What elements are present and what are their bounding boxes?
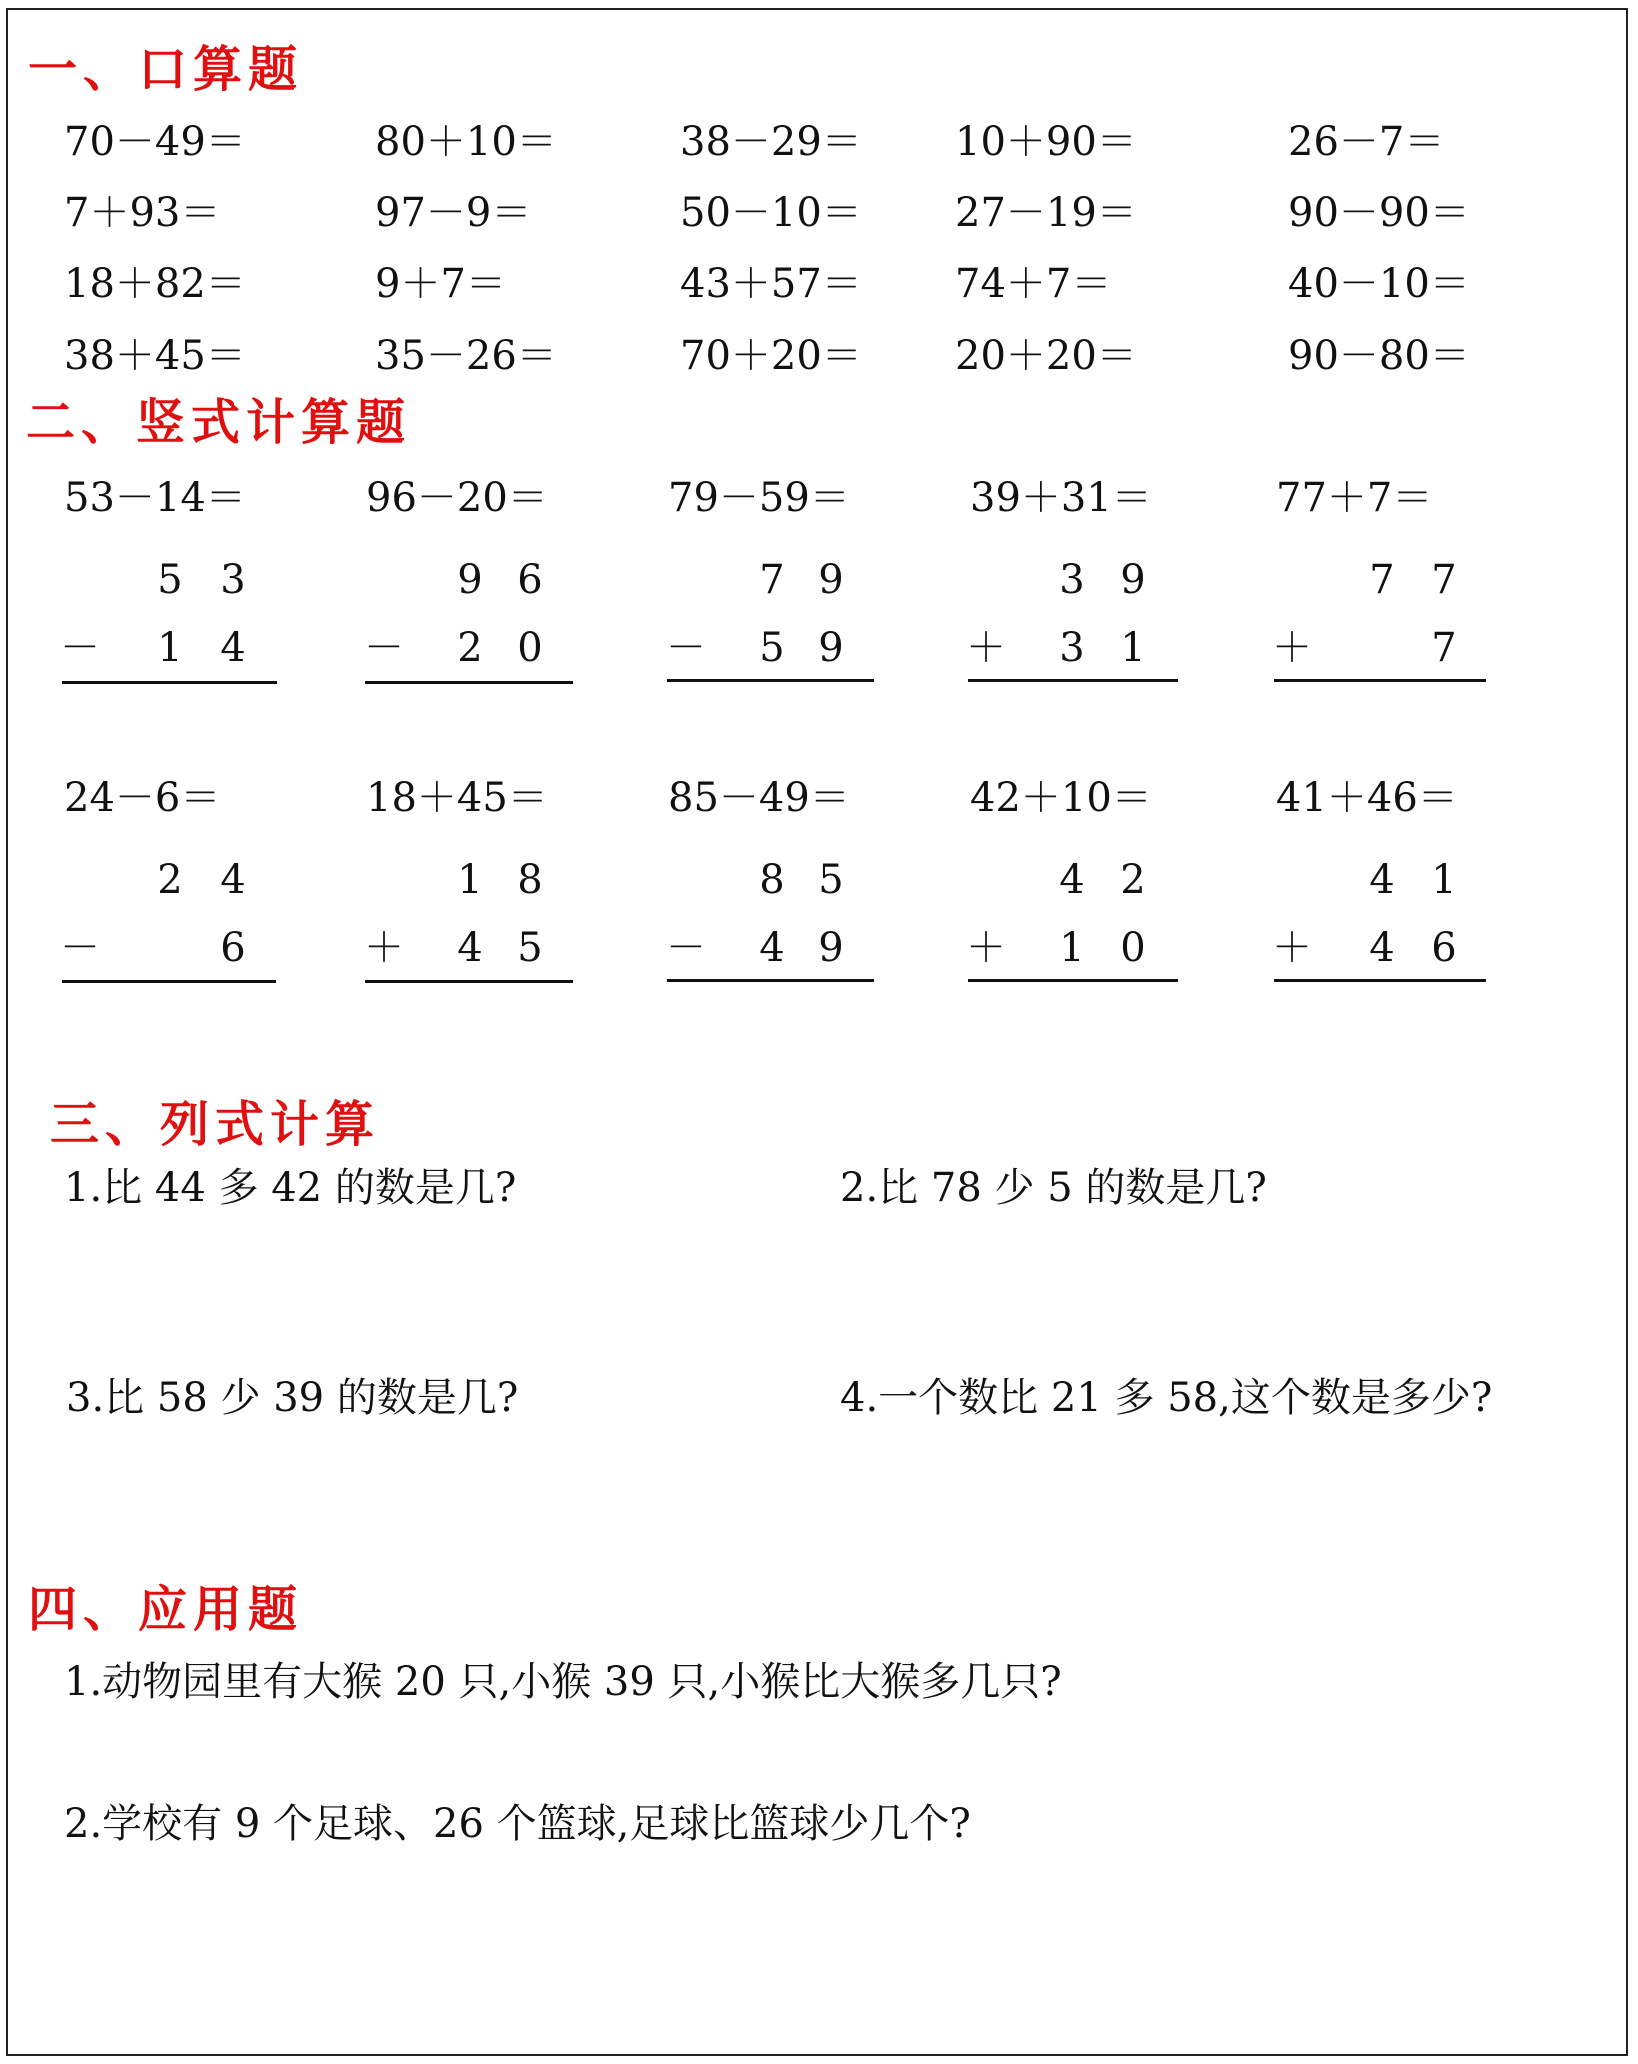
oral-problem: 7＋93＝ bbox=[64, 190, 221, 236]
bottom-digit: 1 bbox=[1059, 925, 1085, 971]
bottom-digit: 3 bbox=[1059, 625, 1085, 671]
top-digit: 1 bbox=[457, 857, 483, 903]
oral-problem: 90－90＝ bbox=[1288, 190, 1470, 236]
vertical-label: 77＋7＝ bbox=[1276, 475, 1433, 521]
top-digit: 1 bbox=[1431, 857, 1457, 903]
operator: ＋ bbox=[966, 925, 1006, 971]
oral-problem: 38＋45＝ bbox=[64, 333, 246, 379]
bottom-digit: 2 bbox=[457, 625, 483, 671]
bottom-digit: 4 bbox=[220, 625, 246, 671]
bottom-digit: 0 bbox=[517, 625, 543, 671]
vertical-label: 24－6＝ bbox=[64, 775, 221, 821]
bottom-digit: 0 bbox=[1120, 925, 1146, 971]
bottom-digit: 6 bbox=[220, 925, 246, 971]
operator: ＋ bbox=[1272, 925, 1312, 971]
oral-problem: 18＋82＝ bbox=[64, 261, 246, 307]
bottom-digit: 9 bbox=[818, 625, 844, 671]
word-problem: 2.学校有 9 个足球、26 个篮球,足球比篮球少几个? bbox=[64, 1801, 971, 1847]
top-digit: 9 bbox=[1120, 557, 1146, 603]
oral-problem: 97－9＝ bbox=[375, 190, 532, 236]
bottom-digit: 1 bbox=[1120, 625, 1146, 671]
top-digit: 3 bbox=[220, 557, 246, 603]
oral-problem: 20＋20＝ bbox=[955, 333, 1137, 379]
top-digit: 4 bbox=[220, 857, 246, 903]
expression-question: 3.比 58 少 39 的数是几? bbox=[66, 1375, 519, 1421]
sum-line bbox=[62, 980, 276, 983]
operator: ＋ bbox=[364, 925, 404, 971]
oral-problem: 70－49＝ bbox=[64, 119, 246, 165]
top-digit: 7 bbox=[1431, 557, 1457, 603]
vertical-label: 85－49＝ bbox=[668, 775, 850, 821]
oral-problem: 50－10＝ bbox=[680, 190, 862, 236]
oral-problem: 90－80＝ bbox=[1288, 333, 1470, 379]
sum-line bbox=[968, 979, 1178, 982]
top-digit: 4 bbox=[1369, 857, 1395, 903]
operator: － bbox=[666, 925, 706, 971]
top-digit: 9 bbox=[457, 557, 483, 603]
bottom-digit: 1 bbox=[157, 625, 183, 671]
top-digit: 2 bbox=[1120, 857, 1146, 903]
bottom-digit: 4 bbox=[759, 925, 785, 971]
bottom-digit: 9 bbox=[818, 925, 844, 971]
expression-question: 4.一个数比 21 多 58,这个数是多少? bbox=[840, 1375, 1493, 1421]
top-digit: 2 bbox=[157, 857, 183, 903]
vertical-label: 42＋10＝ bbox=[970, 775, 1152, 821]
expression-question: 2.比 78 少 5 的数是几? bbox=[840, 1165, 1267, 1211]
section-heading-vertical: 二、竖式计算题 bbox=[26, 394, 412, 451]
sum-line bbox=[1274, 979, 1486, 982]
top-digit: 9 bbox=[818, 557, 844, 603]
top-digit: 3 bbox=[1059, 557, 1085, 603]
bottom-digit: 5 bbox=[517, 925, 543, 971]
operator: ＋ bbox=[966, 625, 1006, 671]
sum-line bbox=[365, 681, 573, 684]
worksheet-frame bbox=[6, 8, 1628, 2056]
oral-problem: 27－19＝ bbox=[955, 190, 1137, 236]
operator: － bbox=[666, 625, 706, 671]
sum-line bbox=[667, 979, 874, 982]
oral-problem: 40－10＝ bbox=[1288, 261, 1470, 307]
top-digit: 8 bbox=[517, 857, 543, 903]
oral-problem: 9＋7＝ bbox=[375, 261, 506, 307]
top-digit: 5 bbox=[157, 557, 183, 603]
section-heading-expression: 三、列式计算 bbox=[50, 1096, 381, 1153]
oral-problem: 74＋7＝ bbox=[955, 261, 1112, 307]
oral-problem: 35－26＝ bbox=[375, 333, 557, 379]
sum-line bbox=[365, 980, 573, 983]
section-heading-word: 四、应用题 bbox=[28, 1581, 304, 1638]
operator: ＋ bbox=[1272, 625, 1312, 671]
top-digit: 7 bbox=[1369, 557, 1395, 603]
vertical-label: 96－20＝ bbox=[366, 475, 548, 521]
section-heading-oral: 一、口算题 bbox=[28, 41, 304, 98]
oral-problem: 43＋57＝ bbox=[680, 261, 862, 307]
word-problem: 1.动物园里有大猴 20 只,小猴 39 只,小猴比大猴多几只? bbox=[64, 1659, 1062, 1705]
bottom-digit: 5 bbox=[759, 625, 785, 671]
top-digit: 5 bbox=[818, 857, 844, 903]
sum-line bbox=[968, 679, 1178, 682]
bottom-digit: 6 bbox=[1431, 925, 1457, 971]
oral-problem: 38－29＝ bbox=[680, 119, 862, 165]
top-digit: 8 bbox=[759, 857, 785, 903]
top-digit: 7 bbox=[759, 557, 785, 603]
vertical-label: 41＋46＝ bbox=[1276, 775, 1458, 821]
vertical-label: 18＋45＝ bbox=[366, 775, 548, 821]
expression-question: 1.比 44 多 42 的数是几? bbox=[64, 1165, 517, 1211]
operator: － bbox=[60, 625, 100, 671]
oral-problem: 10＋90＝ bbox=[955, 119, 1137, 165]
sum-line bbox=[667, 679, 874, 682]
oral-problem: 70＋20＝ bbox=[680, 333, 862, 379]
vertical-label: 39＋31＝ bbox=[970, 475, 1152, 521]
bottom-digit: 4 bbox=[1369, 925, 1395, 971]
top-digit: 6 bbox=[517, 557, 543, 603]
operator: － bbox=[60, 925, 100, 971]
oral-problem: 80＋10＝ bbox=[375, 119, 557, 165]
vertical-label: 79－59＝ bbox=[668, 475, 850, 521]
sum-line bbox=[1274, 679, 1486, 682]
operator: － bbox=[364, 625, 404, 671]
top-digit: 4 bbox=[1059, 857, 1085, 903]
bottom-digit: 4 bbox=[457, 925, 483, 971]
bottom-digit: 7 bbox=[1431, 625, 1457, 671]
vertical-label: 53－14＝ bbox=[64, 475, 246, 521]
sum-line bbox=[62, 681, 277, 684]
oral-problem: 26－7＝ bbox=[1288, 119, 1445, 165]
